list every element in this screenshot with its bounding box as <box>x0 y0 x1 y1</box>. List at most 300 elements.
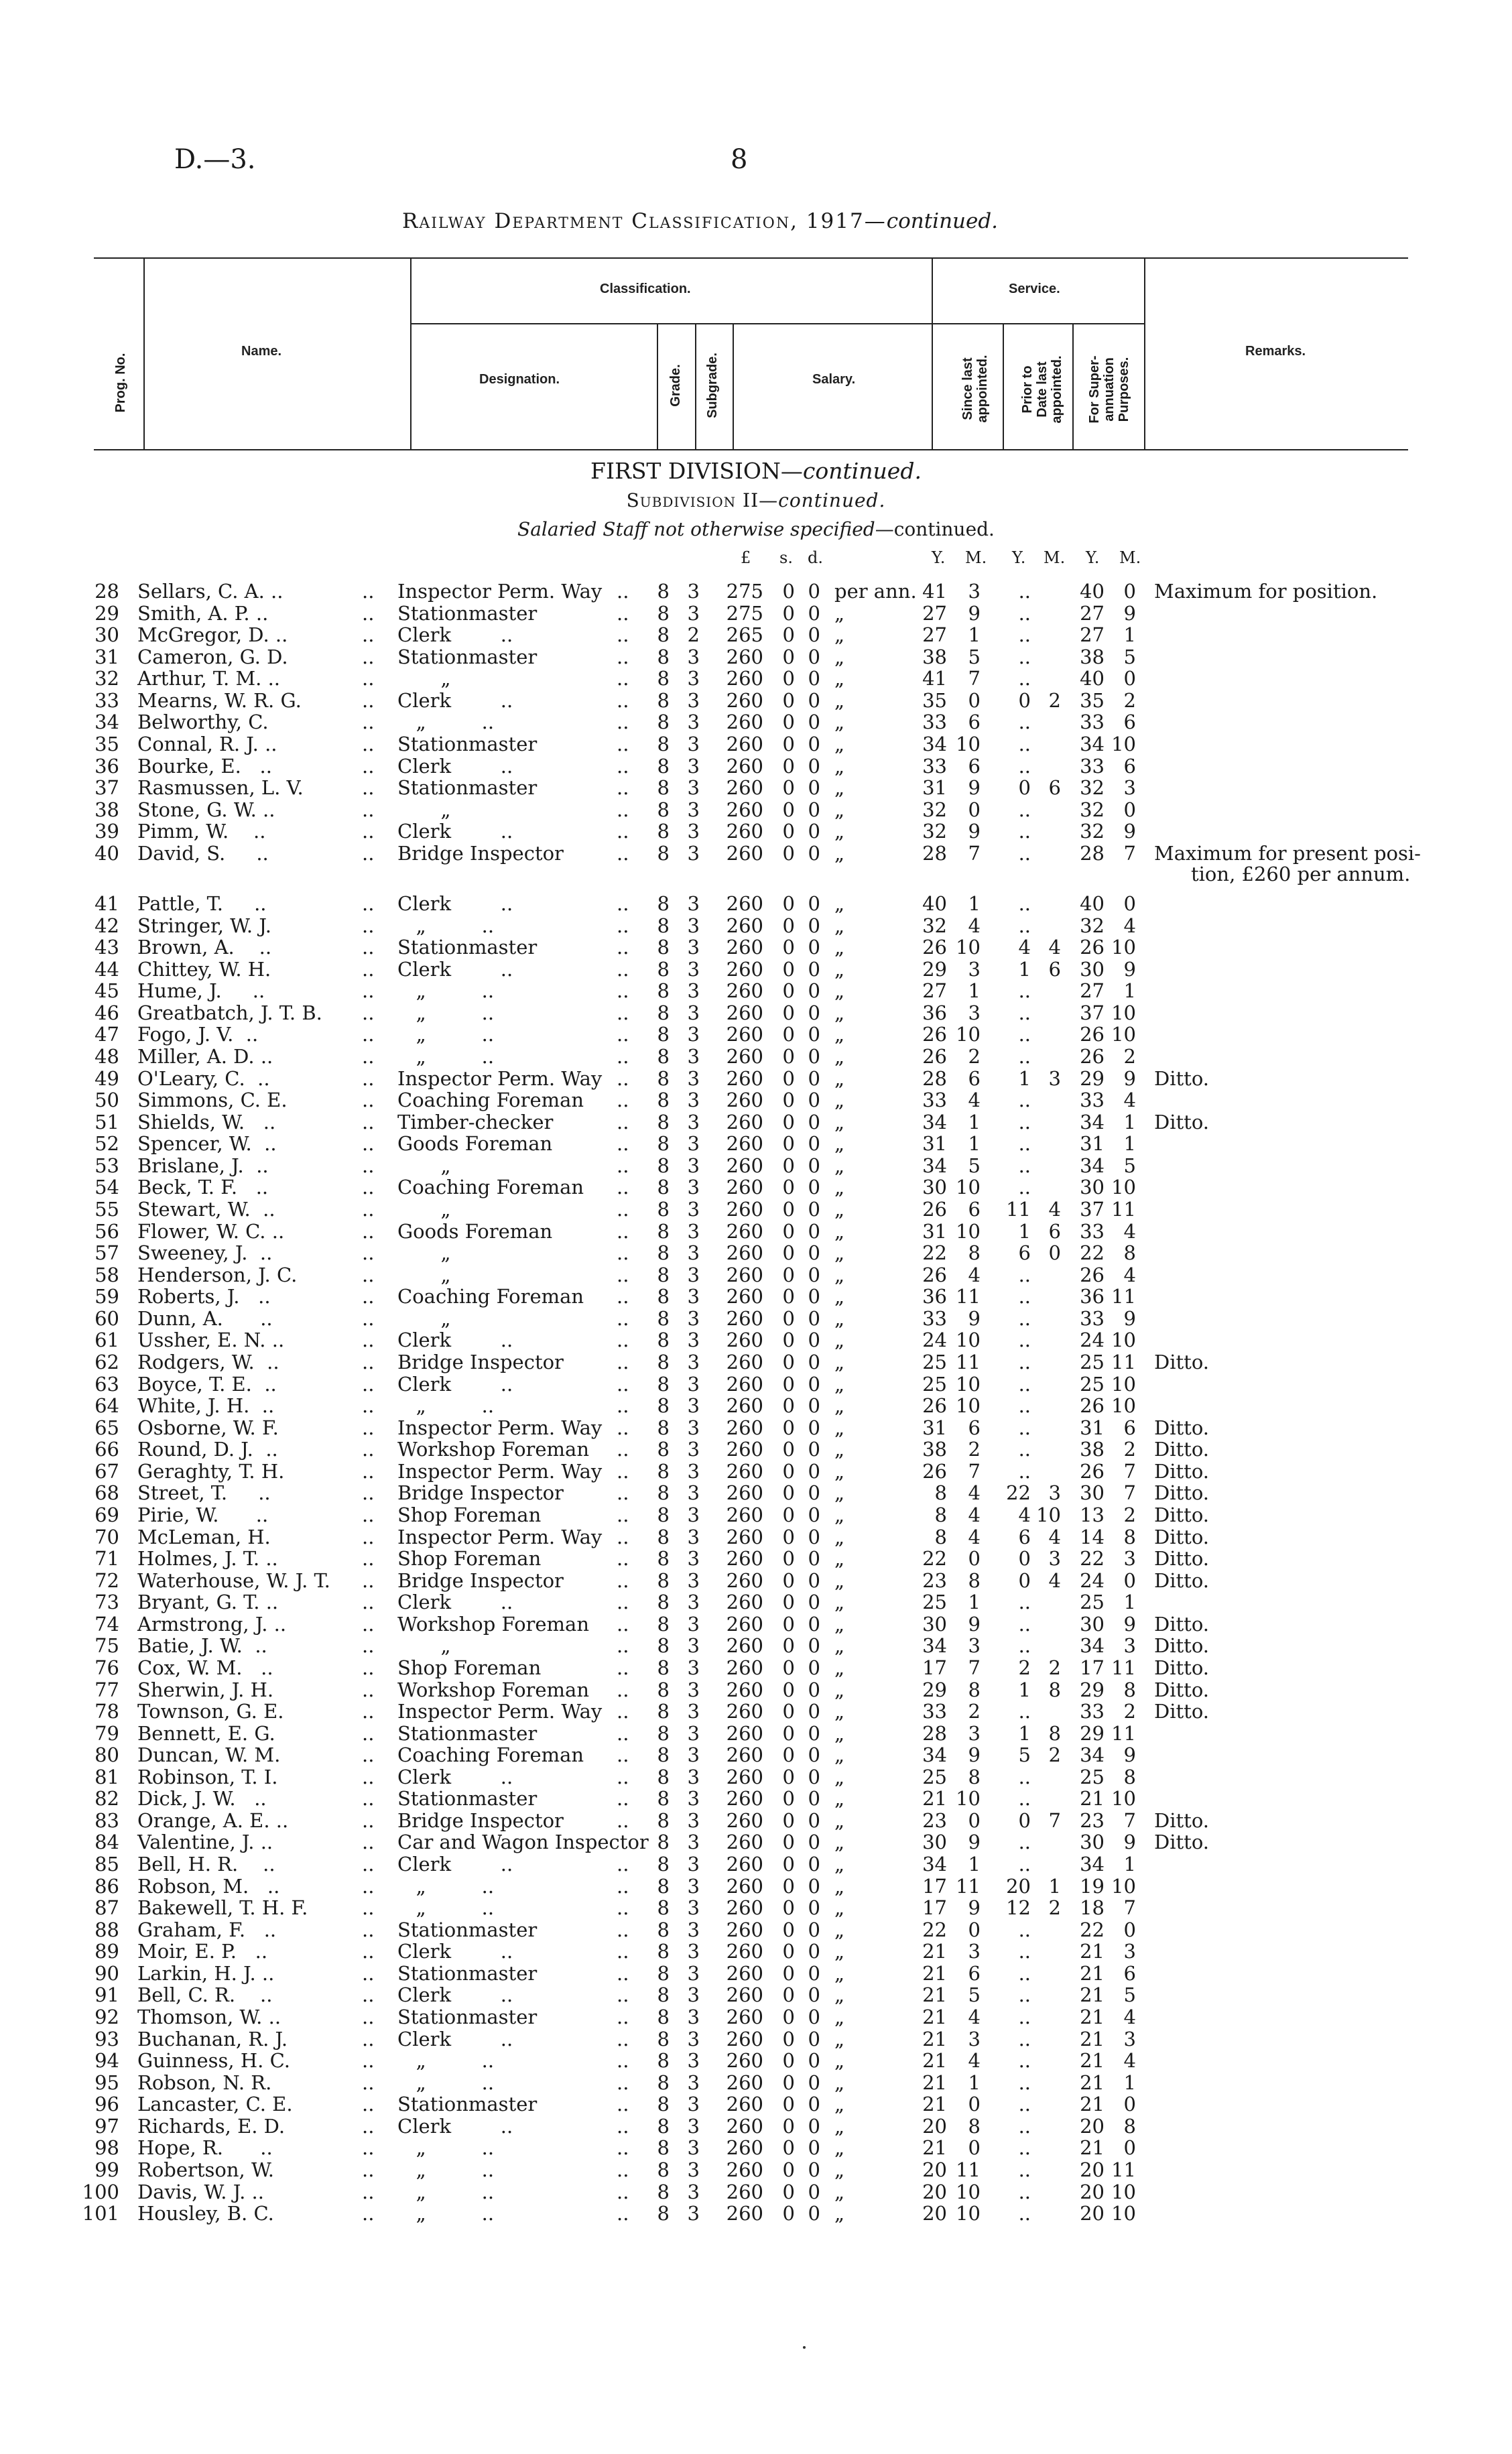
cell-since-years: 31 <box>922 1219 947 1243</box>
unit-since-months: M. <box>965 548 987 567</box>
cell-designation: Clerk .. <box>397 1765 513 1788</box>
cell-salary-pence: 0 <box>808 732 820 755</box>
cell-name: Buchanan, R. J. <box>137 2027 288 2050</box>
table-row <box>0 2115 1512 2137</box>
cell-salary-shillings: 0 <box>782 2114 795 2138</box>
cell-salary-pounds: 260 <box>726 1918 763 1941</box>
cell-name: Waterhouse, W. J. T. <box>137 1569 330 1592</box>
cell-salary-pounds: 260 <box>726 1547 763 1571</box>
cell-prog-no: 77 <box>94 1678 119 1701</box>
cell-salary-period: „ <box>834 2158 845 2182</box>
cell-salary-shillings: 0 <box>782 1721 795 1745</box>
cell-since-months: 6 <box>968 1416 981 1439</box>
cell-prog-no: 81 <box>94 1765 119 1788</box>
cell-since-months: 9 <box>968 1612 981 1636</box>
cell-salary-shillings: 0 <box>782 1874 795 1898</box>
cell-prior-years: 6 <box>1018 1241 1031 1265</box>
cell-since-years: 26 <box>922 1044 947 1068</box>
cell-salary-pence: 0 <box>808 1023 820 1046</box>
cell-super-years: 40 <box>1080 580 1105 603</box>
cell-leader-dots-2: .. <box>617 2093 629 2116</box>
cell-since-years: 34 <box>922 1743 947 1767</box>
cell-salary-period: „ <box>834 1219 845 1243</box>
cell-leader-dots-2: .. <box>617 1569 629 1592</box>
cell-salary-pence: 0 <box>808 957 820 981</box>
cell-designation: Bridge Inspector <box>397 841 564 865</box>
cell-designation: Goods Foreman <box>397 1219 553 1243</box>
cell-since-years: 21 <box>922 2049 947 2073</box>
cell-salary-pounds: 260 <box>726 2158 763 2182</box>
table-row <box>0 1723 1512 1744</box>
table-row <box>0 1461 1512 1482</box>
cell-super-years: 32 <box>1080 914 1105 937</box>
cell-salary-shillings: 0 <box>782 1940 795 1963</box>
table-row <box>0 580 1512 602</box>
cell-salary-period: „ <box>834 1918 845 1941</box>
cell-prog-no: 80 <box>94 1743 119 1767</box>
cell-since-years: 33 <box>922 711 947 734</box>
table-row <box>0 1548 1512 1569</box>
cell-prior-months: 2 <box>1048 1743 1061 1767</box>
cell-since-months: 7 <box>968 1459 981 1483</box>
cell-leader-dots: .. <box>362 841 375 865</box>
cell-leader-dots: .. <box>362 2006 375 2029</box>
cell-salary-pounds: 260 <box>726 1416 763 1439</box>
cell-salary-pounds: 260 <box>726 2114 763 2138</box>
cell-leader-dots: .. <box>362 1372 375 1396</box>
cell-salary-pounds: 260 <box>726 732 763 755</box>
cell-grade: 8 <box>657 1874 670 1898</box>
cell-name: Armstrong, J. .. <box>137 1612 287 1636</box>
cell-salary-shillings: 0 <box>782 1329 795 1352</box>
cell-prior-months: 3 <box>1048 1547 1061 1571</box>
cell-prior-years: .. <box>1018 1831 1031 1854</box>
cell-leader-dots: .. <box>362 1721 375 1745</box>
cell-grade: 8 <box>657 1525 670 1548</box>
cell-name: Cameron, G. D. <box>137 645 288 668</box>
cell-designation: Inspector Perm. Way <box>397 1416 603 1439</box>
cell-leader-dots: .. <box>362 1176 375 1199</box>
cell-super-months: 0 <box>1123 667 1136 690</box>
cell-prior-years: 0 <box>1018 1808 1031 1832</box>
cell-leader-dots: .. <box>362 601 375 625</box>
cell-since-years: 29 <box>922 1678 947 1701</box>
cell-super-months: 11 <box>1111 2158 1136 2182</box>
cell-prog-no: 36 <box>94 754 119 778</box>
cell-salary-period: „ <box>834 1176 845 1199</box>
cell-leader-dots-2: .. <box>617 1132 629 1156</box>
cell-salary-period: „ <box>834 2071 845 2094</box>
cell-salary-shillings: 0 <box>782 1132 795 1156</box>
cell-super-months: 9 <box>1123 1612 1136 1636</box>
cell-prior-years: .. <box>1018 2071 1031 2094</box>
cell-grade: 8 <box>657 2180 670 2203</box>
col-rule-2 <box>410 257 412 449</box>
cell-since-years: 36 <box>922 1285 947 1308</box>
cell-prior-years: 6 <box>1018 1525 1031 1548</box>
cell-prior-years: .. <box>1018 711 1031 734</box>
page-speck <box>803 2346 806 2349</box>
cell-salary-pence: 0 <box>808 1481 820 1505</box>
cell-remarks: Ditto. <box>1154 1525 1210 1548</box>
cell-super-years: 24 <box>1080 1329 1105 1352</box>
cell-salary-shillings: 0 <box>782 1176 795 1199</box>
cell-prog-no: 90 <box>94 1961 119 1985</box>
table-row <box>0 624 1512 646</box>
cell-leader-dots: .. <box>362 2202 375 2225</box>
cell-leader-dots: .. <box>362 1569 375 1592</box>
cell-prog-no: 51 <box>94 1110 119 1133</box>
cell-super-months: 2 <box>1123 1700 1136 1723</box>
cell-grade: 8 <box>657 1940 670 1963</box>
cell-grade: 8 <box>657 754 670 778</box>
cell-name: White, J. H. .. <box>137 1394 275 1418</box>
cell-prog-no: 71 <box>94 1547 119 1571</box>
cell-remarks: Ditto. <box>1154 1459 1210 1483</box>
cell-salary-shillings: 0 <box>782 1547 795 1571</box>
cell-prior-months: 8 <box>1048 1678 1061 1701</box>
cell-salary-period: „ <box>834 1350 845 1373</box>
cell-salary-shillings: 0 <box>782 1197 795 1221</box>
cell-since-months: 10 <box>956 1394 981 1418</box>
table-row <box>0 1941 1512 1962</box>
cell-prior-years: .. <box>1018 1700 1031 1723</box>
cell-super-years: 21 <box>1080 2006 1105 2029</box>
cell-salary-period: „ <box>834 1961 845 1985</box>
table-row <box>0 2050 1512 2071</box>
cell-super-months: 1 <box>1123 1853 1136 1876</box>
cell-prog-no: 100 <box>82 2180 119 2203</box>
col-for-super: For Super- annuation Purposes. <box>1087 355 1131 424</box>
cell-name: Sellars, C. A. .. <box>137 580 284 603</box>
cell-since-years: 33 <box>922 1700 947 1723</box>
cell-super-years: 19 <box>1080 1874 1105 1898</box>
cell-designation: Clerk .. <box>397 1940 513 1963</box>
cell-super-years: 22 <box>1080 1547 1105 1571</box>
cell-prog-no: 86 <box>94 1874 119 1898</box>
cell-salary-shillings: 0 <box>782 1372 795 1396</box>
table-row <box>0 1286 1512 1307</box>
cell-prog-no: 38 <box>94 798 119 821</box>
cell-prior-years: .. <box>1018 892 1031 915</box>
cell-since-years: 38 <box>922 645 947 668</box>
cell-leader-dots: .. <box>362 892 375 915</box>
cell-super-years: 37 <box>1080 1001 1105 1024</box>
cell-super-months: 2 <box>1123 1503 1136 1526</box>
cell-designation: Clerk .. <box>397 754 513 778</box>
cell-leader-dots-2: .. <box>617 1591 629 1614</box>
cell-name: Robertson, W. <box>137 2158 274 2182</box>
cell-grade: 8 <box>657 1547 670 1571</box>
cell-salary-pence: 0 <box>808 1765 820 1788</box>
cell-since-months: 0 <box>968 1547 981 1571</box>
cell-salary-shillings: 0 <box>782 1416 795 1439</box>
cell-super-years: 26 <box>1080 1263 1105 1286</box>
cell-leader-dots: .. <box>362 1044 375 1068</box>
cell-since-months: 10 <box>956 1023 981 1046</box>
cell-prior-years: .. <box>1018 1459 1031 1483</box>
cell-super-months: 6 <box>1123 711 1136 734</box>
cell-since-months: 3 <box>968 1940 981 1963</box>
cell-salary-period: „ <box>834 2136 845 2160</box>
cell-super-years: 29 <box>1080 1066 1105 1090</box>
cell-designation: Inspector Perm. Way <box>397 1700 603 1723</box>
cell-since-years: 22 <box>922 1918 947 1941</box>
cell-super-months: 3 <box>1123 2027 1136 2050</box>
col-rule-5 <box>733 323 734 449</box>
cell-since-months: 10 <box>956 1329 981 1352</box>
cell-since-months: 11 <box>956 2158 981 2182</box>
cell-salary-pence: 0 <box>808 1634 820 1658</box>
cell-name: McGregor, D. .. <box>137 623 288 647</box>
cell-since-months: 4 <box>968 2006 981 2029</box>
cell-prior-years: .. <box>1018 601 1031 625</box>
cell-leader-dots-2: .. <box>617 2071 629 2094</box>
cell-grade: 8 <box>657 623 670 647</box>
cell-salary-period: „ <box>834 957 845 981</box>
cell-since-years: 26 <box>922 1263 947 1286</box>
table-row <box>0 1264 1512 1286</box>
table-row <box>0 2181 1512 2203</box>
cell-prior-years: .. <box>1018 798 1031 821</box>
cell-prog-no: 72 <box>94 1569 119 1592</box>
cell-subgrade: 3 <box>687 1700 700 1723</box>
cell-salary-period: „ <box>834 1438 845 1461</box>
cell-salary-period: „ <box>834 1089 845 1112</box>
cell-subgrade: 3 <box>687 979 700 1003</box>
cell-prog-no: 91 <box>94 1983 119 2007</box>
cell-salary-period: „ <box>834 1023 845 1046</box>
unit-prior-years: Y. <box>1012 548 1026 567</box>
cell-super-years: 26 <box>1080 1044 1105 1068</box>
cell-prog-no: 79 <box>94 1721 119 1745</box>
cell-leader-dots-2: .. <box>617 1023 629 1046</box>
table-row <box>0 1853 1512 1875</box>
cell-salary-shillings: 0 <box>782 1787 795 1811</box>
cell-subgrade: 3 <box>687 1154 700 1177</box>
cell-name: Mearns, W. R. G. <box>137 688 302 712</box>
cell-since-months: 1 <box>968 623 981 647</box>
cell-prior-years: .. <box>1018 2093 1031 2116</box>
cell-designation: „ <box>397 667 451 690</box>
cell-prog-no: 34 <box>94 711 119 734</box>
cell-prior-years: .. <box>1018 732 1031 755</box>
cell-prog-no: 61 <box>94 1329 119 1352</box>
cell-super-months: 7 <box>1123 1896 1136 1920</box>
cell-prog-no: 67 <box>94 1459 119 1483</box>
cell-salary-period: „ <box>834 1394 845 1418</box>
cell-subgrade: 3 <box>687 1656 700 1679</box>
cell-prog-no: 44 <box>94 957 119 981</box>
cell-salary-shillings: 0 <box>782 711 795 734</box>
cell-super-years: 21 <box>1080 1961 1105 1985</box>
table-row <box>0 755 1512 777</box>
cell-leader-dots: .. <box>362 645 375 668</box>
cell-designation: Timber-checker <box>397 1110 554 1133</box>
cell-since-months: 0 <box>968 688 981 712</box>
table-row <box>0 1024 1512 1045</box>
cell-subgrade: 3 <box>687 1285 700 1308</box>
cell-grade: 8 <box>657 2093 670 2116</box>
cell-leader-dots: .. <box>362 2049 375 2073</box>
cell-name: Chittey, W. H. <box>137 957 271 981</box>
salaried-title <box>0 518 1512 540</box>
cell-prior-years: .. <box>1018 1350 1031 1373</box>
cell-salary-period: „ <box>834 1285 845 1308</box>
cell-since-years: 21 <box>922 1787 947 1811</box>
cell-name: Bell, H. R. .. <box>137 1853 275 1876</box>
cell-subgrade: 3 <box>687 2006 700 2029</box>
cell-salary-shillings: 0 <box>782 2158 795 2182</box>
cell-super-years: 21 <box>1080 2093 1105 2116</box>
cell-since-months: 9 <box>968 1896 981 1920</box>
cell-salary-pence: 0 <box>808 1066 820 1090</box>
cell-grade: 8 <box>657 1983 670 2007</box>
cell-super-months: 9 <box>1123 1831 1136 1854</box>
cell-grade: 8 <box>657 645 670 668</box>
cell-prior-years: .. <box>1018 1154 1031 1177</box>
cell-salary-shillings: 0 <box>782 1918 795 1941</box>
cell-leader-dots: .. <box>362 1808 375 1832</box>
cell-salary-pounds: 260 <box>726 688 763 712</box>
cell-grade: 8 <box>657 957 670 981</box>
cell-subgrade: 3 <box>687 2180 700 2203</box>
cell-salary-shillings: 0 <box>782 936 795 959</box>
cell-prior-years: .. <box>1018 2049 1031 2073</box>
cell-salary-pounds: 260 <box>726 2093 763 2116</box>
cell-salary-period: „ <box>834 2180 845 2203</box>
cell-prior-years: 1 <box>1018 1721 1031 1745</box>
cell-prior-years: .. <box>1018 1983 1031 2007</box>
cell-remarks: Ditto. <box>1154 1700 1210 1723</box>
cell-super-months: 0 <box>1123 2093 1136 2116</box>
cell-since-months: 6 <box>968 1961 981 1985</box>
cell-salary-shillings: 0 <box>782 776 795 800</box>
cell-designation: Stationmaster <box>397 776 538 800</box>
salaried-title-text: Salaried Staff not otherwise specified <box>517 518 875 540</box>
cell-super-months: 7 <box>1123 1808 1136 1832</box>
cell-super-years: 29 <box>1080 1678 1105 1701</box>
cell-subgrade: 3 <box>687 1808 700 1832</box>
cell-super-months: 5 <box>1123 645 1136 668</box>
cell-super-months: 4 <box>1123 1219 1136 1243</box>
cell-super-years: 30 <box>1080 1612 1105 1636</box>
cell-since-months: 3 <box>968 1001 981 1024</box>
cell-since-months: 5 <box>968 1154 981 1177</box>
cell-salary-period: „ <box>834 1481 845 1505</box>
cell-since-years: 23 <box>922 1808 947 1832</box>
cell-salary-pounds: 260 <box>726 711 763 734</box>
cell-name: Townson, G. E. <box>137 1700 284 1723</box>
cell-salary-period: „ <box>834 754 845 778</box>
cell-salary-period: „ <box>834 2202 845 2225</box>
cell-remarks: Ditto. <box>1154 1547 1210 1571</box>
cell-name: Boyce, T. E. .. <box>137 1372 277 1396</box>
table-row <box>0 1766 1512 1788</box>
cell-salary-period: „ <box>834 820 845 843</box>
cell-super-months: 6 <box>1123 754 1136 778</box>
cell-leader-dots-2: .. <box>617 645 629 668</box>
cell-name: Shields, W. .. <box>137 1110 276 1133</box>
cell-designation: Stationmaster <box>397 1721 538 1745</box>
cell-subgrade: 3 <box>687 711 700 734</box>
cell-salary-pounds: 260 <box>726 1874 763 1898</box>
cell-leader-dots: .. <box>362 2071 375 2094</box>
cell-grade: 8 <box>657 2202 670 2225</box>
col-service: Service. <box>1009 282 1060 296</box>
cell-subgrade: 3 <box>687 1241 700 1265</box>
cell-super-months: 10 <box>1111 732 1136 755</box>
cell-super-years: 18 <box>1080 1896 1105 1920</box>
cell-name: Fogo, J. V. .. <box>137 1023 259 1046</box>
cell-designation: Stationmaster <box>397 936 538 959</box>
cell-prior-months: 2 <box>1048 1896 1061 1920</box>
table-row <box>0 1635 1512 1656</box>
cell-leader-dots-2: .. <box>617 754 629 778</box>
cell-salary-pence: 0 <box>808 798 820 821</box>
cell-leader-dots: .. <box>362 1481 375 1505</box>
cell-designation: Shop Foreman <box>397 1503 542 1526</box>
col-rule-4 <box>695 323 696 449</box>
cell-super-years: 21 <box>1080 1787 1105 1811</box>
cell-grade: 8 <box>657 936 670 959</box>
cell-salary-pence: 0 <box>808 2027 820 2050</box>
cell-leader-dots-2: .. <box>617 1241 629 1265</box>
cell-name: Holmes, J. T. .. <box>137 1547 278 1571</box>
cell-salary-period: „ <box>834 1197 845 1221</box>
cell-prog-no: 46 <box>94 1001 119 1024</box>
cell-leader-dots-2: .. <box>617 1329 629 1352</box>
cell-super-years: 32 <box>1080 820 1105 843</box>
cell-prog-no: 55 <box>94 1197 119 1221</box>
cell-name: McLeman, H. <box>137 1525 271 1548</box>
cell-grade: 8 <box>657 1044 670 1068</box>
cell-super-years: 29 <box>1080 1721 1105 1745</box>
cell-salary-pence: 0 <box>808 1808 820 1832</box>
cell-subgrade: 3 <box>687 1263 700 1286</box>
cell-designation: „ .. <box>397 1394 495 1418</box>
cell-since-years: 28 <box>922 1721 947 1745</box>
cell-subgrade: 3 <box>687 688 700 712</box>
cell-designation: „ .. <box>397 2136 495 2160</box>
cell-since-years: 17 <box>922 1874 947 1898</box>
cell-grade: 8 <box>657 1787 670 1811</box>
cell-leader-dots: .. <box>362 1089 375 1112</box>
cell-prior-years: .. <box>1018 1961 1031 1985</box>
cell-super-months: 9 <box>1123 1066 1136 1090</box>
cell-super-months: 10 <box>1111 1874 1136 1898</box>
cell-super-months: 7 <box>1123 841 1136 865</box>
cell-prior-years: 5 <box>1018 1743 1031 1767</box>
col-grade: Grade. <box>668 364 683 407</box>
cell-grade: 8 <box>657 979 670 1003</box>
cell-subgrade: 3 <box>687 1001 700 1024</box>
cell-designation: Coaching Foreman <box>397 1743 584 1767</box>
cell-salary-pounds: 260 <box>726 1961 763 1985</box>
cell-subgrade: 3 <box>687 580 700 603</box>
cell-grade: 8 <box>657 1306 670 1330</box>
cell-since-years: 34 <box>922 1154 947 1177</box>
cell-super-months: 1 <box>1123 1591 1136 1614</box>
cell-since-months: 10 <box>956 1219 981 1243</box>
cell-salary-pence: 0 <box>808 1656 820 1679</box>
cell-remarks: Maximum for present posi- <box>1154 841 1421 865</box>
cell-grade: 8 <box>657 1089 670 1112</box>
cell-salary-period: „ <box>834 1874 845 1898</box>
cell-salary-period: „ <box>834 2027 845 2050</box>
cell-super-years: 31 <box>1080 1132 1105 1156</box>
cell-salary-pence: 0 <box>808 2093 820 2116</box>
